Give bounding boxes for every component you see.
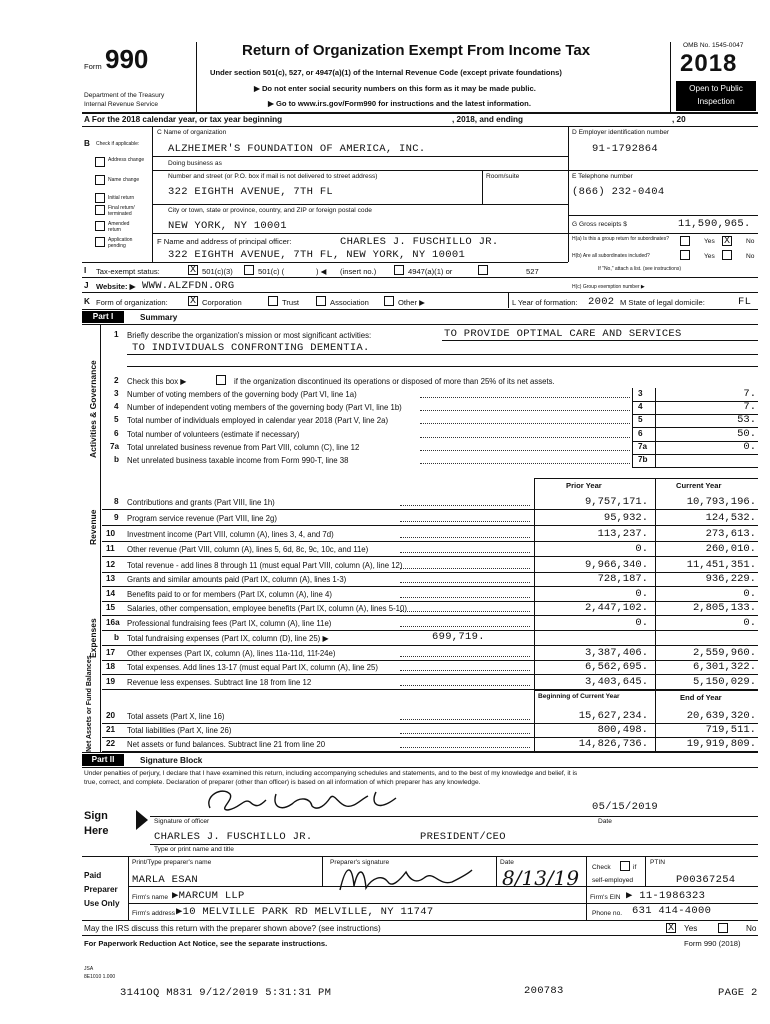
gov-line-text: Net unrelated business taxable income from Form 990-T, line 38 [127,456,349,465]
revenue-line-current: 260,010. [705,543,756,555]
preparer-date-label: Date [500,859,514,866]
row-rule [102,723,758,724]
net-asset-line-number: 21 [106,725,116,734]
status-insert-no: (insert no.) [340,267,377,276]
preparer-phone: 631 414-4000 [632,905,712,917]
row-rule [102,674,758,675]
expense-line-prior: 3,387,406. [584,647,648,659]
subordinates-included-label: H(b) Are all subordinates included? [572,253,650,259]
discuss-yes-label: Yes [684,924,698,933]
jsa-code: JSA [84,966,94,972]
net-asset-line-number: 20 [106,711,116,720]
expense-line-text: Professional fundraising fees (Part IX, column (A), line 11e) [127,619,332,628]
gov-line-box: 3 [638,389,643,398]
net-asset-line-text: Total liabilities (Part X, line 26) [127,726,232,735]
expense-line-number: 15 [106,603,116,612]
officer-signature-label: Signature of officer [154,818,210,825]
state-domicile-label: M State of legal domicile: [620,298,705,307]
row-rule [102,541,758,542]
revenue-line-current: 124,532. [705,512,756,524]
paperwork-notice: For Paperwork Reduction Act Notice, see the separate instructions. [84,939,328,948]
row-k-label: K [84,297,90,306]
revenue-line-number: 10 [106,529,116,538]
name-change-label: Name change [108,177,140,183]
mission-line2: TO INDIVIDUALS CONFRONTING DEMENTIA. [132,342,370,354]
dot-leader [420,463,630,464]
ein-value: 91-1792864 [592,143,659,155]
gov-line-box: 4 [638,402,643,411]
dot-leader [400,505,530,506]
page-number: PAGE 2 [718,987,758,999]
status-501c3-label: 501(c)(3) [202,267,233,276]
gov-line-text: Number of independent voting members of the governing body (Part VI, line 1b) [127,403,402,412]
sign-label: Sign [84,810,108,822]
discuss-no-label: No [746,924,757,933]
revenue-line-number: 8 [114,497,119,506]
gov-line-text: Total unrelated business revenue from Part VIII, column (C), line 12 [127,443,360,452]
gov-line-box: 7b [638,455,648,464]
dot-leader [400,747,530,748]
row-j-label: J [84,281,89,290]
row-i-label: I [84,266,87,275]
part1-title: Summary [140,313,178,322]
net-asset-line-current: 19,919,809. [686,738,756,750]
box-divider [632,388,633,401]
perjury-line1: Under penalties of perjury, I declare that I have examined this return, including accompanying schedules and statements, and to the best of my knowledge and belief, it is [84,770,578,777]
expense-line-current: 2,559,960. [692,647,756,659]
net-asset-line-prior: 800,498. [597,724,648,736]
check-if-applicable: Check if applicable: [96,141,140,147]
row-rule [102,660,758,661]
preparer-label: Preparer [84,885,118,894]
trust-label: Trust [282,298,300,307]
preparer-signature [330,860,480,894]
row-rule [632,454,758,455]
row-rule [102,509,758,510]
revenue-line-prior: 0. [635,543,648,555]
expense-line-prior: 728,187. [597,573,648,585]
group-return-yes-checkbox[interactable] [680,236,690,246]
box-divider [655,401,656,414]
trust-checkbox[interactable] [268,296,278,306]
gov-line-value: 53. [737,414,756,426]
dot-leader [420,437,630,438]
discuss-question: May the IRS discuss this return with the preparer shown above? (see instructions) [84,924,381,933]
ptin-label: PTIN [650,859,666,866]
revenue-line-text: Other revenue (Part VIII, column (A), lines 5, 6d, 8c, 9c, 10c, and 11e) [127,545,369,554]
tax-exempt-status-label: Tax-exempt status: [96,267,160,276]
status-501c-label: 501(c) ( [258,267,285,276]
revenue-line-current: 11,451,351. [686,559,756,571]
revenue-line-current: 273,613. [705,528,756,540]
row-rule [632,401,758,402]
dot-leader [400,719,530,720]
row-rule [102,630,758,631]
street-address: 322 EIGHTH AVENUE, 7TH FL [168,186,334,198]
line1-number: 1 [114,330,119,339]
print-stamp: 3141OQ M831 9/12/2019 5:31:31 PM [120,987,332,999]
mission-line1: TO PROVIDE OPTIMAL CARE AND SERVICES [444,328,682,340]
gross-receipts-label: G Gross receipts $ [572,221,627,228]
status-4947-checkbox[interactable] [394,265,404,275]
gov-line-number: 3 [114,389,119,398]
final-return-label: Final return/ terminated [108,205,135,217]
expense-line-current: 0. [743,617,756,629]
dot-leader [400,582,530,583]
box-divider [632,428,633,441]
section-b-label: B [84,139,90,148]
gov-line-number: 7a [110,442,120,451]
corporation-label: Corporation [202,298,242,307]
expense-line-prior: 0. [635,588,648,600]
net-asset-line-number: 22 [106,739,116,748]
expense-line-number: 19 [106,677,116,686]
paid-label: Paid [84,871,102,880]
city-label: City or town, state or province, country, and ZIP or foreign postal code [168,207,372,214]
form-subtitle: Under section 501(c), 527, or 4947(a)(1) of the Internal Revenue Code (except private foundations) [210,68,562,77]
discuss-yes-mark: X [668,923,675,934]
open-to-public: Open to Public [689,84,743,93]
dot-leader [400,537,530,538]
street-label: Number and street (or P.O. box if mail is not delivered to street address) [168,173,378,180]
name-change-checkbox[interactable] [95,175,105,185]
line2-text2: if the organization discontinued its operations or disposed of more than 25% of its net assets. [234,377,555,386]
principal-officer-name: CHARLES J. FUSCHILLO JR. [340,236,499,248]
form-code: 8E1010 1.000 [84,974,116,980]
firm-ein-label: Firm's EIN [590,894,621,901]
gov-line-text: Total number of individuals employed in calendar year 2018 (Part V, line 2a) [127,416,389,425]
status-527-checkbox[interactable] [478,265,488,275]
row-rule [102,645,758,646]
dot-leader [400,733,530,734]
check-label: Check [592,864,611,871]
revenue-line-prior: 9,966,340. [584,559,648,571]
group-return-label: H(a) Is this a group return for subordinates? [572,236,669,242]
gov-line-number: 4 [114,402,119,411]
box-divider [632,401,633,414]
net-asset-line-current: 20,639,320. [686,710,756,722]
expense-line-text: Grants and similar amounts paid (Part IX, column (A), lines 1-3) [127,575,347,584]
address-change-label: Address change [108,157,145,163]
room-suite-label: Room/suite [486,173,520,180]
telephone-value: (866) 232-0404 [572,186,665,198]
firm-name-label: Firm's name [132,894,169,901]
initial-return-label: Initial return [108,195,135,201]
address-change-checkbox[interactable] [95,157,105,167]
expense-line-text: Other expenses (Part IX, column (A), lines 11a-11d, 11f-24e) [127,649,336,658]
row-a-end: , 20 [672,115,686,124]
dot-leader [400,552,530,553]
dot-leader [400,656,530,657]
revenue-line-number: 9 [114,513,119,522]
expense-line-number: 17 [106,648,116,657]
expenses-sidelabel: Expenses [88,618,98,658]
dot-leader [400,521,530,522]
amended-return-label: Amended return [108,221,130,233]
website-label: Website: ▶ [96,282,136,291]
form-number: 990 [105,44,149,74]
expense-line-prior: 0. [635,617,648,629]
dot-leader [420,450,630,451]
form-footer-ref: Form 990 (2018) [684,939,741,948]
row-rule [102,556,758,557]
row-rule [102,525,758,526]
status-501c3-mark: X [190,265,197,276]
application-pending-checkbox[interactable] [95,237,105,247]
dot-leader [400,597,530,598]
dot-leader [400,611,530,612]
firm-ein: ▶ 11-1986323 [626,890,706,902]
box-divider [655,414,656,427]
revenue-line-prior: 9,757,171. [584,496,648,508]
public-inspection-badge [676,81,756,111]
row-rule [102,737,758,738]
expense-line-number: 14 [106,589,116,598]
city-state-zip: NEW YORK, NY 10001 [168,220,287,232]
dept-treasury: Department of the Treasury [84,92,165,99]
year-formation-label: L Year of formation: [512,298,578,307]
expense-line-current: 5,150,029. [692,676,756,688]
expense-line-current: 936,229. [705,573,756,585]
sign-here-arrow [136,810,148,844]
subordinates-no-label: No [746,253,755,260]
line2-text: Check this box ▶ [127,377,187,386]
revenue-line-number: 11 [106,544,115,553]
net-asset-line-prior: 14,826,736. [578,738,648,750]
expense-line-current: 2,805,133. [692,602,756,614]
expense-line-text: Salaries, other compensation, employee benefits (Part IX, column (A), lines 5-10) [127,604,407,613]
group-exemption-label: H(c) Group exemption number ▶ [572,284,645,290]
revenue-line-text: Total revenue - add lines 8 through 11 (must equal Part VIII, column (A), line 12) [127,561,403,570]
gov-line-value: 0. [743,441,756,453]
box-divider [655,454,656,467]
corporation-mark: X [190,296,197,307]
irs-label: Internal Revenue Service [84,101,159,108]
tax-year: 2018 [680,50,738,77]
principal-officer-label: F Name and address of principal officer: [157,237,292,246]
box-divider [655,388,656,401]
dot-leader [400,626,530,627]
status-501c-checkbox[interactable] [244,265,254,275]
gross-receipts-value: 11,590,965. [678,218,751,230]
box-divider [632,454,633,467]
box-divider [632,441,633,454]
org-name: ALZHEIMER'S FOUNDATION OF AMERICA, INC. [168,143,426,155]
group-return-yes-label: Yes [704,238,715,245]
row-rule [102,601,758,602]
association-label: Association [330,298,369,307]
part2-tag: Part II [82,754,124,766]
dot-leader [420,410,630,411]
row-a-label: A For the 2018 calendar year, or tax year beginning [84,115,283,124]
group-return-no-mark: X [724,236,731,247]
preparer-signature-label: Preparer's signature [330,859,390,866]
expense-line-number: 18 [106,662,116,671]
gov-line-value: 50. [737,428,756,440]
dba-label: Doing business as [168,160,222,167]
preparer-date: 8/13/19 [502,866,580,890]
row-a-mid: , 2018, and ending [452,115,523,124]
net-asset-line-prior: 15,627,234. [578,710,648,722]
net-assets-sidelabel: Net Assets or Fund Balances [86,655,93,752]
line1-text: Briefly describe the organization's mission or most significant activities: [127,331,372,340]
other-org-checkbox[interactable] [384,296,394,306]
gov-line-value: 7. [743,401,756,413]
amended-return-checkbox[interactable] [95,221,105,231]
expense-line-text: Total expenses. Add lines 13-17 (must equal Part IX, column (A), line 25) [127,663,378,672]
gov-line-number: 5 [114,415,119,424]
net-asset-line-current: 719,511. [705,724,756,736]
dot-leader [400,670,530,671]
expense-line-current: 0. [743,588,756,600]
gov-line-number: b [114,455,120,464]
line2-number: 2 [114,376,119,385]
form-title: Return of Organization Exempt From Income Tax [242,42,591,59]
boy-header: Beginning of Current Year [538,693,620,700]
association-checkbox[interactable] [316,296,326,306]
org-name-label: C Name of organization [157,129,227,136]
state-domicile-value: FL [738,296,752,308]
form-word: Form [84,62,102,71]
status-501c-close: ) ◀ [316,267,327,276]
ein-label: D Employer identification number [572,129,670,136]
firm-name: ▶MARCUM LLP [172,890,245,902]
form-of-org-label: Form of organization: [96,298,168,307]
expense-line-text: Benefits paid to or for members (Part IX, column (A), line 4) [127,590,332,599]
here-label: Here [84,825,109,837]
row-rule [102,586,758,587]
group-return-no-label: No [746,238,755,245]
expense-line-text: Total fundraising expenses (Part IX, column (D), line 25) ▶ [127,634,329,643]
type-name-label: Type or print name and title [154,846,234,853]
row-rule [102,615,758,616]
principal-officer-address: 322 EIGHTH AVENUE, 7TH FL, NEW YORK, NY 10001 [168,249,466,261]
subordinates-yes-checkbox[interactable] [680,250,690,260]
firm-address-label: Firm's address [132,910,176,917]
prior-year-header: Prior Year [566,481,602,490]
box-divider [655,441,656,454]
omb-number: OMB No. 1545-0047 [683,42,744,49]
expense-line-prior: 3,403,645. [584,676,648,688]
revenue-line-text: Program service revenue (Part VIII, line 2g) [127,514,277,523]
year-formation-value: 2002 [588,296,615,308]
initial-return-checkbox[interactable] [95,193,105,203]
box-divider [632,414,633,427]
revenue-line-text: Investment income (Part VIII, column (A), lines 3, 4, and 7d) [127,530,334,539]
instructions-link: ▶ Go to www.irs.gov/Form990 for instructions and the latest information. [268,99,531,108]
gov-line-text: Total number of volunteers (estimate if necessary) [127,430,300,439]
gov-line-box: 6 [638,429,643,438]
phone-no-label: Phone no. [592,910,623,917]
activities-governance-sidelabel: Activities & Governance [88,360,98,458]
officer-title: PRESIDENT/CEO [420,831,506,843]
self-employed-label: self-employed [592,877,634,884]
subordinates-no-checkbox[interactable] [722,250,732,260]
status-4947-label: 4947(a)(1) or [408,267,453,276]
website-value: WWW.ALZFDN.ORG [142,280,235,292]
officer-signature [200,786,420,818]
part2-title: Signature Block [140,756,203,765]
ptin-value: P00367254 [676,874,736,886]
expense-line-inline-value: 699,719. [432,631,485,643]
stamp-id: 200783 [524,985,564,997]
status-527-label: 527 [526,267,539,276]
eoy-header: End of Year [680,693,722,702]
line2-checkbox[interactable] [216,375,226,385]
revenue-line-prior: 113,237. [597,528,648,540]
gov-line-number: 6 [114,429,119,438]
use-only-label: Use Only [84,899,120,908]
expense-line-prior: 2,447,102. [584,602,648,614]
row-rule [632,467,758,468]
telephone-label: E Telephone number [572,173,633,180]
expense-line-number: b [114,633,120,642]
row-rule [632,441,758,442]
expense-line-prior: 6,562,695. [584,661,648,673]
net-asset-line-text: Net assets or fund balances. Subtract line 21 from line 20 [127,740,326,749]
row-rule [102,572,758,573]
revenue-sidelabel: Revenue [88,509,98,545]
dot-leader [420,397,630,398]
officer-printed-name: CHARLES J. FUSCHILLO JR. [154,831,313,843]
ssn-warning: ▶ Do not enter social security numbers on this form as it may be made public. [254,84,536,93]
preparer-name-label: Print/Type preparer's name [132,859,212,866]
revenue-line-text: Contributions and grants (Part VIII, line 1h) [127,498,275,507]
final-return-checkbox[interactable] [95,205,105,215]
revenue-line-current: 10,793,196. [686,496,756,508]
dot-leader [400,568,530,569]
other-org-label: Other ▶ [398,298,425,307]
perjury-line2: true, correct, and complete. Declaration of preparer (other than officer) is based on all information of which preparer has any knowledge. [84,779,481,786]
self-employed-checkbox[interactable] [620,861,630,871]
application-pending-label: Application pending [108,237,133,249]
dot-leader [400,685,530,686]
subordinates-yes-label: Yes [704,253,715,260]
attach-list-note: If "No," attach a list. (see instructions) [598,266,682,272]
firm-address: ▶10 MELVILLE PARK RD MELVILLE, NY 11747 [176,906,434,918]
revenue-line-number: 12 [106,560,116,569]
preparer-name: MARLA ESAN [132,874,199,886]
expense-line-number: 16a [106,618,120,627]
expense-line-number: 13 [106,574,116,583]
current-year-header: Current Year [676,481,722,490]
sign-date: 05/15/2019 [592,801,659,813]
sign-date-label: Date [598,818,612,825]
gov-line-box: 5 [638,415,643,424]
inspection-label: Inspection [697,97,735,106]
part1-tag: Part I [82,311,124,323]
gov-line-box: 7a [638,442,648,451]
net-asset-line-text: Total assets (Part X, line 16) [127,712,225,721]
gov-line-value: 7. [743,388,756,400]
expense-line-text: Revenue less expenses. Subtract line 18 from line 12 [127,678,312,687]
gov-line-text: Number of voting members of the governing body (Part VI, line 1a) [127,390,357,399]
box-divider [655,428,656,441]
dot-leader [420,423,630,424]
discuss-no-checkbox[interactable] [718,923,728,933]
expense-line-current: 6,301,322. [692,661,756,673]
revenue-line-prior: 95,932. [603,512,648,524]
check-if-label: if [633,864,637,871]
